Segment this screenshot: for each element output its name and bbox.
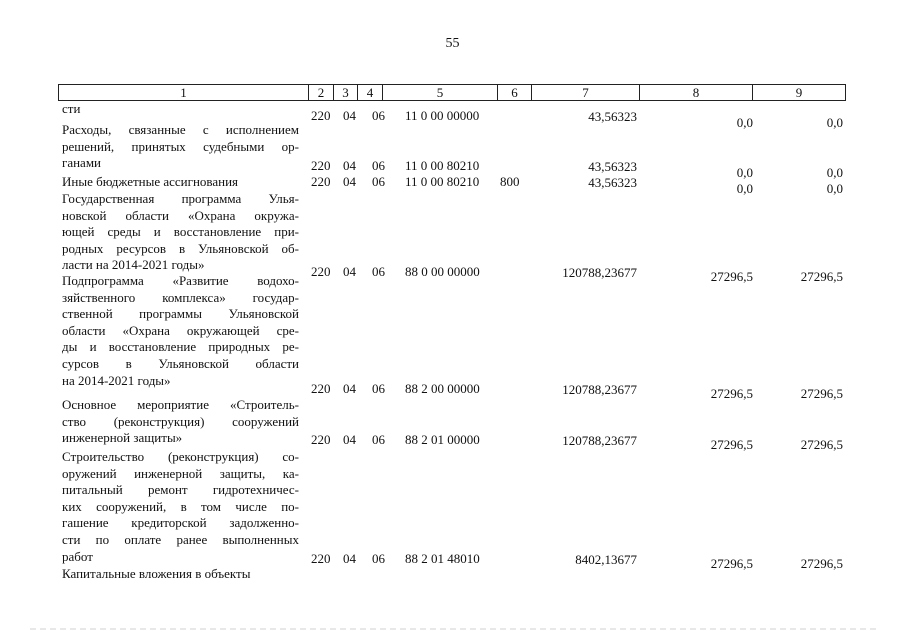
row-code-c5: 88 2 01 00000 [405, 432, 480, 447]
row-code-c5: 88 0 00 00000 [405, 264, 480, 279]
row-description-line: ственной программы Ульяновской [62, 306, 299, 322]
row-code-c2: 220 [311, 432, 331, 447]
row-description-line: Капитальные вложения в объекты [62, 566, 251, 581]
row-description-line: Строительство (реконструкция) со- [62, 449, 299, 464]
row-code-c3: 04 [343, 264, 356, 279]
row-code-c4: 06 [372, 551, 385, 566]
row-description-line: сурсов в Ульяновской области [62, 356, 299, 371]
row-value-c7: 120788,23677 [562, 382, 637, 397]
row-code-c5: 11 0 00 80210 [405, 158, 480, 173]
header-cell-1: 1 [180, 85, 187, 100]
row-value-c9: 27296,5 [800, 269, 843, 284]
row-description-line: Подпрограмма «Развитие водохо- [62, 273, 299, 288]
row-value-c8: 27296,5 [710, 269, 753, 284]
row-description-line: сти по оплате ранее выполненных [62, 532, 299, 547]
row-value-c9: 27296,5 [800, 556, 843, 571]
row-description-line: ды и восстановление природных ре- [62, 339, 299, 355]
row-description-line: Расходы, связанные с исполнением [62, 122, 299, 137]
row-code-c3: 04 [343, 174, 356, 189]
header-cell-9: 9 [752, 85, 845, 100]
row-code-c2: 220 [311, 264, 331, 279]
header-cell-8: 8 [639, 85, 752, 100]
header-cell-2: 2 [308, 85, 333, 100]
header-cell-5: 5 [382, 85, 497, 100]
row-description-line: новской области «Охрана окружа- [62, 207, 299, 223]
row-description-line: работ [62, 548, 93, 564]
row-description-line: питальный ремонт гидротехничес- [62, 482, 299, 498]
header-cell-3: 3 [333, 85, 357, 100]
row-code-c4: 06 [372, 432, 385, 447]
row-description-line: ласти на 2014-2021 годы» [62, 257, 205, 273]
row-code-c3: 04 [343, 432, 356, 447]
row-code-c5: 11 0 00 80210 [405, 174, 480, 189]
row-value-c8: 0,0 [736, 181, 753, 196]
row-value-c8: 27296,5 [710, 556, 753, 571]
row-description-line: инженерной защиты» [62, 430, 183, 446]
row-description-line: оружений инженерной защиты, ка- [62, 465, 299, 481]
row-code-c2: 220 [311, 108, 331, 123]
row-value-c9: 27296,5 [800, 437, 843, 452]
page-number: 55 [445, 36, 460, 51]
row-value-c9: 27296,5 [800, 386, 843, 401]
row-description-line: Основное мероприятие «Строитель- [62, 397, 299, 412]
row-code-c3: 04 [343, 108, 356, 123]
header-cell-6: 6 [497, 85, 531, 100]
row-code-c3: 04 [343, 381, 356, 396]
row-value-c8: 0,0 [736, 115, 753, 130]
row-value-c7: 43,56323 [588, 159, 637, 174]
row-code-c4: 06 [372, 158, 385, 173]
row-description-line: ющей среды и восстановление при- [62, 224, 299, 240]
row-description-line: гашение кредиторской задолженно- [62, 515, 299, 531]
row-description-line: родных ресурсов в Ульяновской об- [62, 240, 299, 256]
row-description-line: ких сооружений, в том числе по- [62, 498, 299, 514]
row-description-line: зяйственного комплекса» государ- [62, 289, 299, 305]
row-value-c8: 0,0 [736, 165, 753, 180]
row-description-line: Государственная программа Улья- [62, 191, 299, 206]
row-code-c5: 11 0 00 00000 [405, 108, 480, 123]
row-value-c7: 43,56323 [588, 175, 637, 190]
row-value-c9: 0,0 [826, 165, 843, 180]
row-code-c3: 04 [343, 158, 356, 173]
row-code-c4: 06 [372, 264, 385, 279]
row-code-c2: 220 [311, 158, 331, 173]
table-header-row [58, 84, 846, 101]
row-code-c4: 06 [372, 174, 385, 189]
row-description-line: области «Охрана окружающей сре- [62, 322, 299, 338]
row-code-c6: 800 [500, 174, 520, 189]
row-description-line: ство (реконструкция) сооружений [62, 413, 299, 429]
row-value-c9: 0,0 [826, 181, 843, 196]
row-value-c7: 120788,23677 [562, 433, 637, 448]
row-description-line: на 2014-2021 годы» [62, 372, 171, 388]
row-value-c7: 8402,13677 [575, 552, 637, 567]
row-value-c7: 120788,23677 [562, 265, 637, 280]
row-code-c3: 04 [343, 551, 356, 566]
row-code-c4: 06 [372, 381, 385, 396]
row-code-c2: 220 [311, 381, 331, 396]
row-value-c9: 0,0 [826, 115, 843, 130]
row-code-c5: 88 2 01 48010 [405, 551, 480, 566]
row-description-line: Иные бюджетные ассигнования [62, 174, 239, 189]
row-code-c4: 06 [372, 108, 385, 123]
scan-noise [30, 628, 880, 630]
row-value-c7: 43,56323 [588, 109, 637, 124]
header-cell-4: 4 [357, 85, 382, 100]
row-value-c8: 27296,5 [710, 386, 753, 401]
row-code-c2: 220 [311, 174, 331, 189]
header-cell-7: 7 [531, 85, 639, 100]
row-code-c5: 88 2 00 00000 [405, 381, 480, 396]
row-description-line: решений, принятых судебными ор- [62, 138, 299, 154]
row-code-c2: 220 [311, 551, 331, 566]
row-description-line: сти [62, 101, 81, 116]
row-value-c8: 27296,5 [710, 437, 753, 452]
row-description-line: ганами [62, 155, 102, 171]
